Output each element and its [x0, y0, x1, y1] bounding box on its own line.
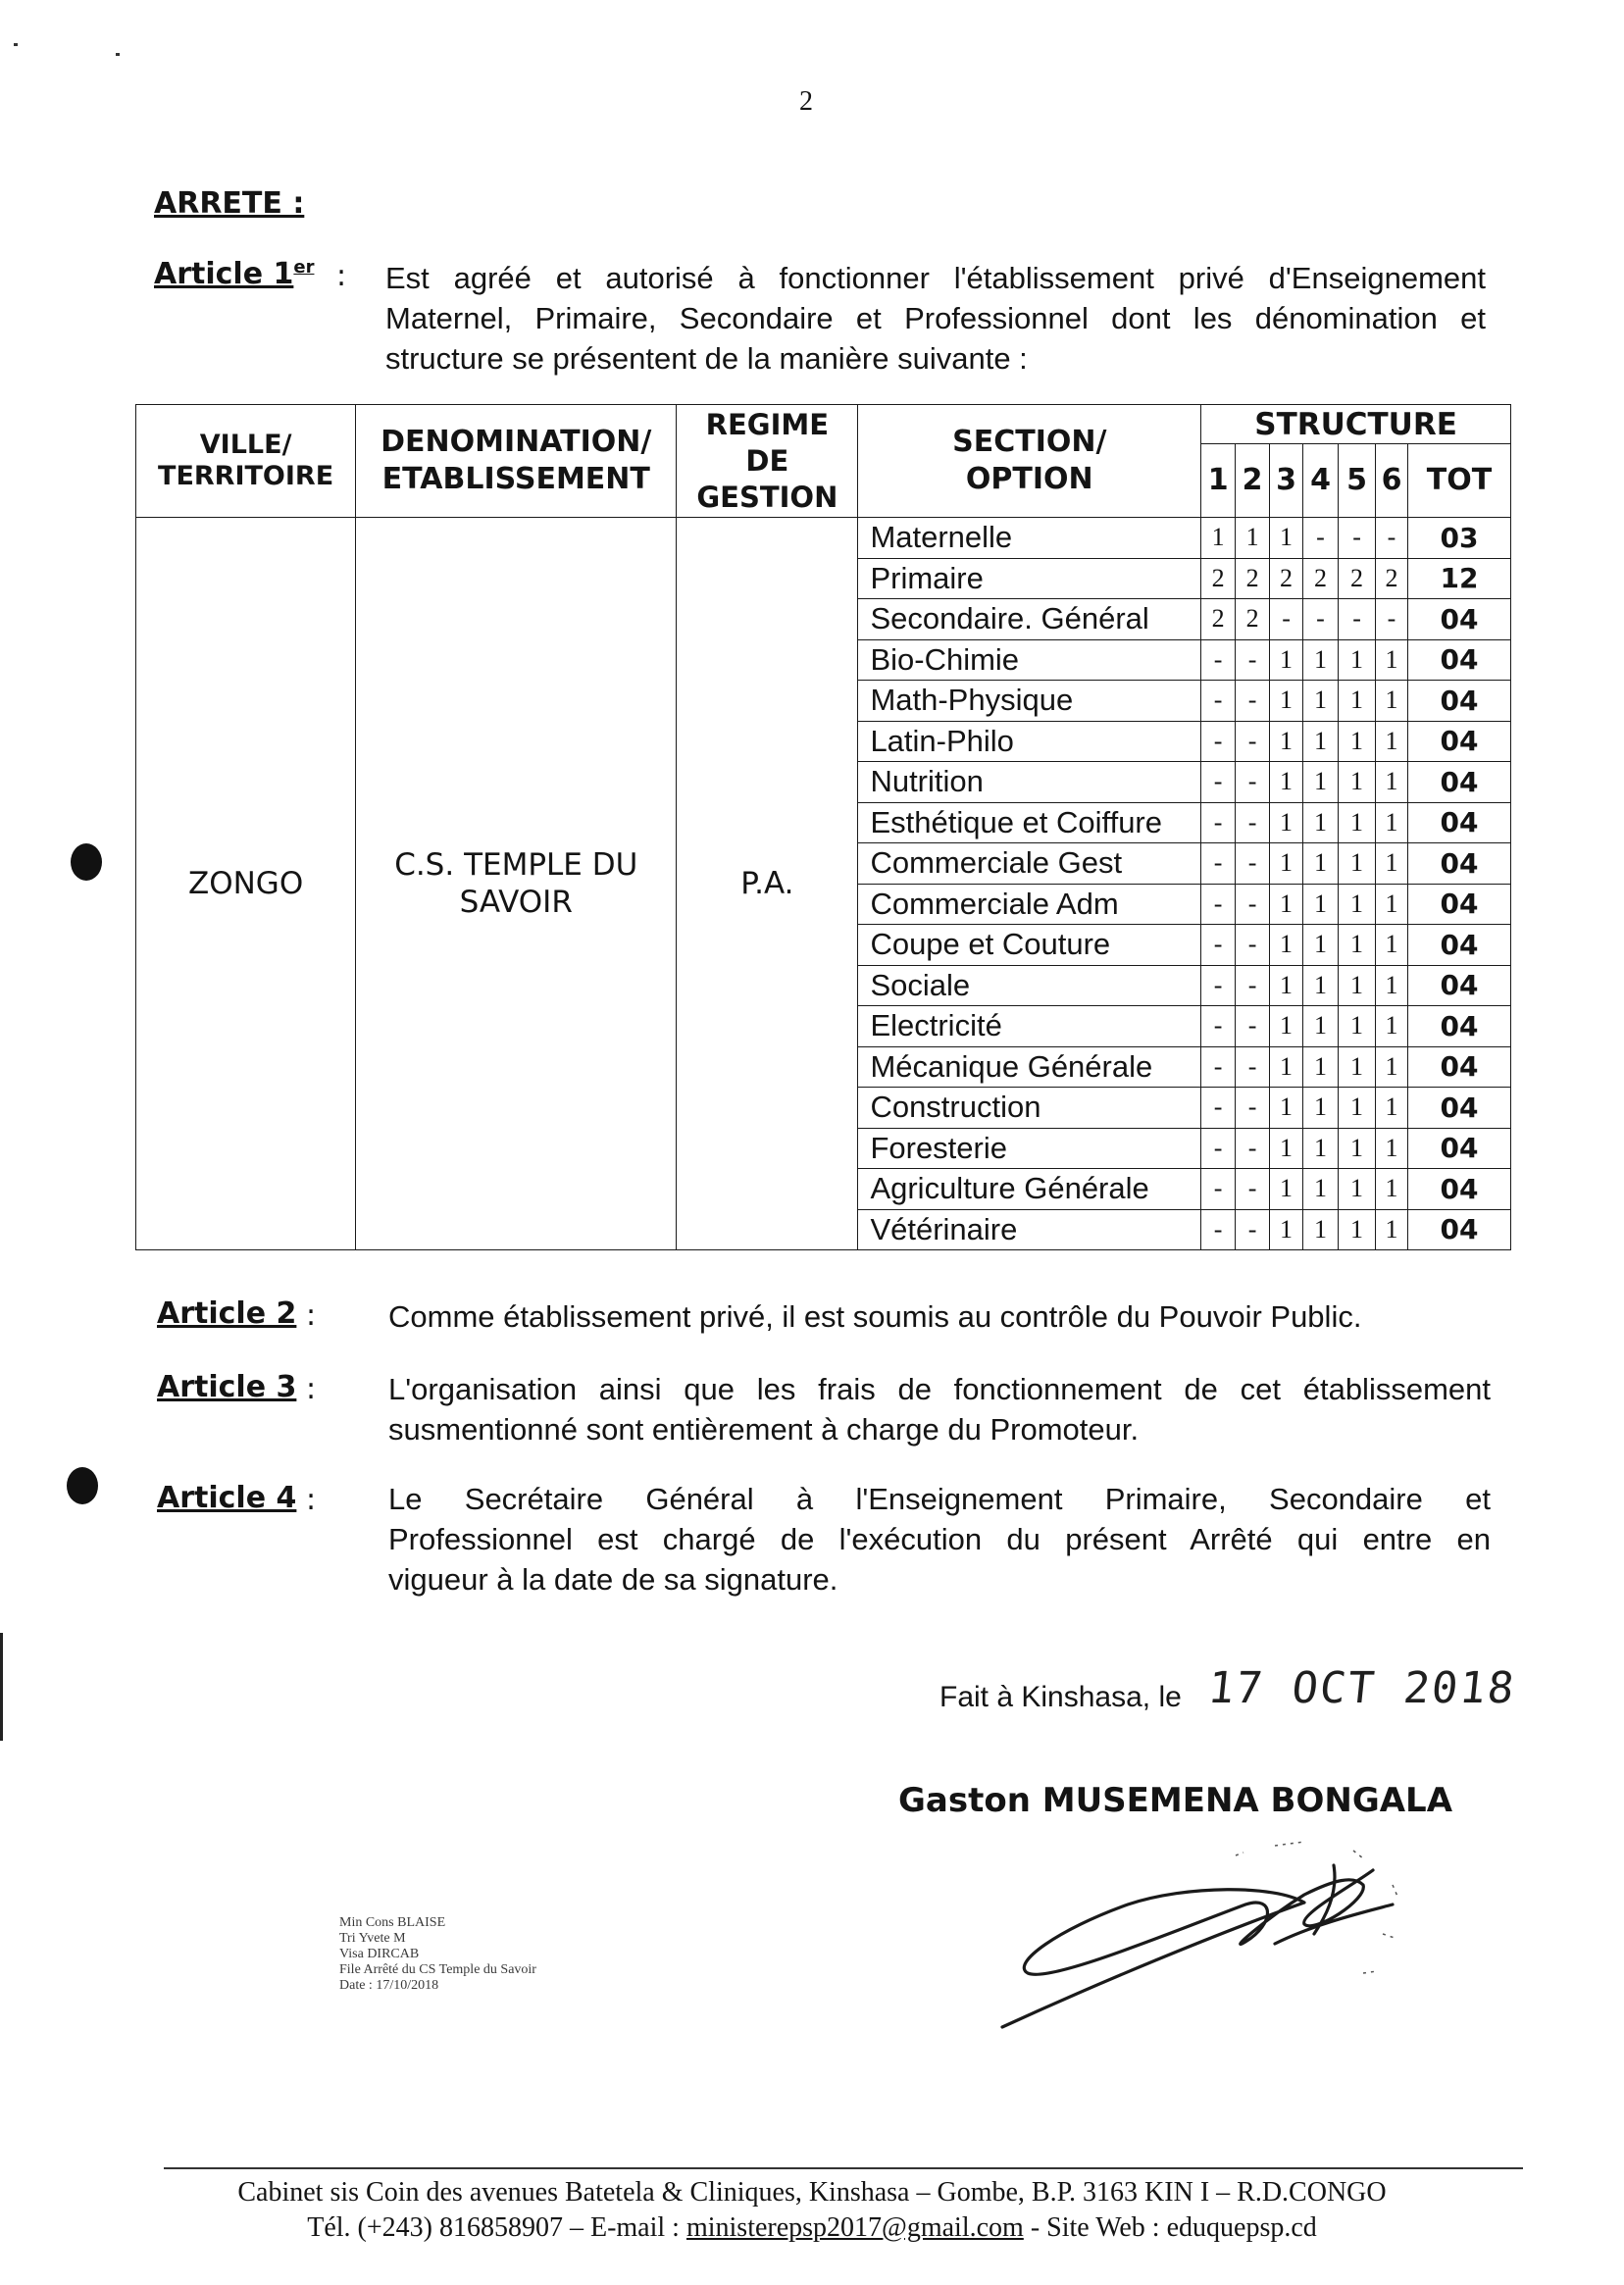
denomination-cell-text: C.S. TEMPLE DU — [394, 847, 638, 883]
year-3-cell: 1 — [1270, 884, 1303, 925]
section-cell: Maternelle — [858, 518, 1201, 559]
header-total: TOT — [1407, 444, 1510, 518]
year-4-cell: 1 — [1303, 721, 1339, 762]
header-regime-l1: REGIME — [705, 407, 830, 441]
signatory-name: Gaston MUSEMENA BONGALA — [898, 1781, 1453, 1820]
reference-block — [339, 1915, 536, 1994]
section-cell: Nutrition — [858, 762, 1201, 803]
header-ville-l2: TERRITOIRE — [158, 461, 334, 491]
header-regime-l3: GESTION — [696, 480, 838, 514]
total-cell: 04 — [1407, 762, 1510, 803]
reference-line: Tri Yvete M — [339, 1931, 406, 1946]
year-4-cell: 1 — [1303, 1169, 1339, 1210]
regime-cell-text: P.A. — [740, 866, 794, 901]
header-year-4: 4 — [1303, 444, 1339, 518]
year-4-cell: 1 — [1303, 802, 1339, 843]
header-regime-l2: DE — [745, 443, 789, 478]
year-6-cell: - — [1376, 599, 1408, 640]
denomination-cell-text: SAVOIR — [459, 885, 573, 920]
article-4-line: vigueur à la date de sa signature. — [388, 1562, 838, 1597]
year-4-cell: 1 — [1303, 965, 1339, 1006]
year-4-cell: - — [1303, 599, 1339, 640]
date-stamp: 17 OCT 2018 — [1205, 1663, 1519, 1713]
year-5-cell: 1 — [1339, 762, 1376, 803]
punch-hole — [67, 1467, 98, 1504]
signature-graphic — [981, 1826, 1510, 2052]
year-5-cell: 1 — [1339, 681, 1376, 722]
year-5-cell: 1 — [1339, 1006, 1376, 1047]
article-4-colon: : — [306, 1483, 317, 1517]
header-denom-l1: DENOMINATION/ — [381, 425, 652, 459]
article-1-text — [385, 258, 1486, 379]
header-year-5: 5 — [1339, 444, 1376, 518]
year-4-cell: 1 — [1303, 681, 1339, 722]
header-section-l2: OPTION — [965, 462, 1093, 496]
footer-address: Cabinet sis Coin des avenues Batetela & Cliniques, Kinshasa – Gombe, B.P. 3163 KIN I – R.D.CONGO — [237, 2177, 1387, 2208]
year-3-cell: 1 — [1270, 762, 1303, 803]
year-6-cell: 1 — [1376, 1046, 1408, 1088]
section-cell: Electricité — [858, 1006, 1201, 1047]
section-cell: Coupe et Couture — [858, 925, 1201, 966]
section-cell: Commerciale Gest — [858, 843, 1201, 885]
year-4-cell: 1 — [1303, 762, 1339, 803]
year-4-cell: 1 — [1303, 639, 1339, 681]
year-4-cell: - — [1303, 518, 1339, 559]
year-5-cell: 1 — [1339, 843, 1376, 885]
year-3-cell: 1 — [1270, 518, 1303, 559]
year-1-cell: - — [1201, 1209, 1236, 1250]
section-cell: Agriculture Générale — [858, 1169, 1201, 1210]
year-1-cell: - — [1201, 802, 1236, 843]
footer-email-link[interactable]: ministerepsp2017@gmail.com — [685, 2212, 1024, 2243]
year-1-cell: - — [1201, 681, 1236, 722]
year-1-cell: - — [1201, 843, 1236, 885]
year-2-cell: - — [1236, 762, 1270, 803]
year-5-cell: 1 — [1339, 802, 1376, 843]
total-cell: 04 — [1407, 639, 1510, 681]
article-3-colon: : — [306, 1372, 317, 1406]
article-2-line: Comme établissement privé, il est soumis au contrôle du Pouvoir Public. — [388, 1299, 1362, 1334]
section-cell: Construction — [858, 1088, 1201, 1129]
year-3-cell: 1 — [1270, 681, 1303, 722]
year-2-cell: - — [1236, 1046, 1270, 1088]
ville-cell — [136, 518, 356, 1250]
year-5-cell: 1 — [1339, 639, 1376, 681]
year-1-cell: - — [1201, 1088, 1236, 1129]
year-5-cell: 1 — [1339, 965, 1376, 1006]
article-2-colon: : — [306, 1298, 317, 1333]
article-1-colon: : — [336, 259, 347, 293]
total-cell: 12 — [1407, 558, 1510, 599]
year-2-cell: - — [1236, 1209, 1270, 1250]
margin-mark — [0, 1633, 3, 1741]
year-3-cell: 2 — [1270, 558, 1303, 599]
footer-contact — [0, 2212, 1624, 2244]
year-2-cell: - — [1236, 1128, 1270, 1169]
section-cell: Sociale — [858, 965, 1201, 1006]
total-cell: 04 — [1407, 1006, 1510, 1047]
year-2-cell: - — [1236, 1006, 1270, 1047]
year-6-cell: 2 — [1376, 558, 1408, 599]
year-5-cell: - — [1339, 599, 1376, 640]
article-3-label-text: Article 3 — [157, 1370, 297, 1404]
total-cell: 04 — [1407, 965, 1510, 1006]
year-6-cell: 1 — [1376, 721, 1408, 762]
total-cell: 04 — [1407, 1046, 1510, 1088]
reference-line: Visa DIRCAB — [339, 1947, 420, 1961]
reference-line: Min Cons BLAISE — [339, 1915, 446, 1930]
section-cell: Math-Physique — [858, 681, 1201, 722]
total-cell: 04 — [1407, 681, 1510, 722]
year-1-cell: - — [1201, 721, 1236, 762]
article-2-label-text: Article 2 — [157, 1296, 297, 1331]
section-cell: Secondaire. Général — [858, 599, 1201, 640]
section-cell: Latin-Philo — [858, 721, 1201, 762]
year-6-cell: 1 — [1376, 1209, 1408, 1250]
year-5-cell: 1 — [1339, 1046, 1376, 1088]
header-denom-l2: ETABLISSEMENT — [381, 462, 650, 496]
total-cell: 04 — [1407, 802, 1510, 843]
year-6-cell: 1 — [1376, 1128, 1408, 1169]
year-3-cell: 1 — [1270, 1046, 1303, 1088]
year-6-cell: 1 — [1376, 1088, 1408, 1129]
year-3-cell: 1 — [1270, 843, 1303, 885]
total-cell: 04 — [1407, 1128, 1510, 1169]
punch-hole — [71, 843, 102, 881]
article-1-label-sup: er — [293, 257, 315, 278]
section-cell: Foresterie — [858, 1128, 1201, 1169]
section-cell: Bio-Chimie — [858, 639, 1201, 681]
reference-line: Date : 17/10/2018 — [339, 1978, 439, 1993]
year-1-cell: - — [1201, 1128, 1236, 1169]
section-cell: Commerciale Adm — [858, 884, 1201, 925]
year-2-cell: 2 — [1236, 599, 1270, 640]
year-6-cell: 1 — [1376, 639, 1408, 681]
year-5-cell: 1 — [1339, 1088, 1376, 1129]
scan-speck — [116, 53, 120, 56]
article-4-text — [388, 1479, 1491, 1600]
article-2-label — [157, 1296, 296, 1331]
regime-cell — [677, 518, 858, 1250]
year-3-cell: 1 — [1270, 1006, 1303, 1047]
year-3-cell: 1 — [1270, 1209, 1303, 1250]
year-4-cell: 1 — [1303, 884, 1339, 925]
header-year-3: 3 — [1270, 444, 1303, 518]
year-3-cell: 1 — [1270, 639, 1303, 681]
year-2-cell: - — [1236, 721, 1270, 762]
section-cell: Primaire — [858, 558, 1201, 599]
total-cell: 04 — [1407, 599, 1510, 640]
article-1-line: Maternel, Primaire, Secondaire et Professionnel dont les dénomination et — [385, 301, 1486, 335]
year-2-cell: - — [1236, 1088, 1270, 1129]
header-denomination — [356, 405, 677, 518]
table-row — [136, 518, 1511, 559]
year-2-cell: - — [1236, 1169, 1270, 1210]
year-5-cell: 1 — [1339, 721, 1376, 762]
year-1-cell: - — [1201, 1169, 1236, 1210]
year-1-cell: - — [1201, 762, 1236, 803]
year-1-cell: - — [1201, 884, 1236, 925]
place-date: Fait à Kinshasa, le — [939, 1681, 1182, 1713]
year-4-cell: 1 — [1303, 1209, 1339, 1250]
year-2-cell: - — [1236, 681, 1270, 722]
year-5-cell: - — [1339, 518, 1376, 559]
year-2-cell: - — [1236, 925, 1270, 966]
year-2-cell: - — [1236, 802, 1270, 843]
year-6-cell: - — [1376, 518, 1408, 559]
scan-speck — [14, 43, 18, 46]
arrete-heading: ARRETE : — [154, 186, 305, 221]
year-3-cell: 1 — [1270, 965, 1303, 1006]
header-ville — [136, 405, 356, 518]
article-1-line: structure se présentent de la manière suivante : — [385, 341, 1028, 376]
ville-cell-text: ZONGO — [187, 866, 304, 901]
year-6-cell: 1 — [1376, 762, 1408, 803]
year-4-cell: 1 — [1303, 1006, 1339, 1047]
year-6-cell: 1 — [1376, 1169, 1408, 1210]
article-4-line: Le Secrétaire Général à l'Enseignement Primaire, Secondaire et — [388, 1482, 1491, 1516]
year-4-cell: 1 — [1303, 925, 1339, 966]
total-cell: 04 — [1407, 1209, 1510, 1250]
header-structure: STRUCTURE — [1201, 405, 1511, 444]
header-year-2: 2 — [1236, 444, 1270, 518]
total-cell: 04 — [1407, 843, 1510, 885]
header-section — [858, 405, 1201, 518]
article-3-text — [388, 1369, 1491, 1449]
year-6-cell: 1 — [1376, 1006, 1408, 1047]
year-1-cell: - — [1201, 925, 1236, 966]
article-1-label-text: Article 1 — [154, 257, 294, 291]
year-4-cell: 2 — [1303, 558, 1339, 599]
header-regime — [677, 405, 858, 518]
year-3-cell: - — [1270, 599, 1303, 640]
year-4-cell: 1 — [1303, 1128, 1339, 1169]
year-1-cell: 2 — [1201, 599, 1236, 640]
year-1-cell: - — [1201, 965, 1236, 1006]
year-2-cell: - — [1236, 843, 1270, 885]
year-5-cell: 1 — [1339, 1209, 1376, 1250]
year-3-cell: 1 — [1270, 721, 1303, 762]
year-5-cell: 1 — [1339, 884, 1376, 925]
footer-tel: Tél. (+243) 816858907 – E-mail : — [307, 2212, 686, 2243]
footer-site: - Site Web : eduquepsp.cd — [1023, 2212, 1317, 2243]
year-4-cell: 1 — [1303, 1088, 1339, 1129]
article-3-line: L'organisation ainsi que les frais de fonctionnement de cet établissement — [388, 1372, 1491, 1406]
total-cell: 04 — [1407, 1169, 1510, 1210]
article-4-line: Professionnel est chargé de l'exécution du présent Arrêté qui entre en — [388, 1522, 1491, 1556]
year-1-cell: - — [1201, 1006, 1236, 1047]
year-1-cell: - — [1201, 639, 1236, 681]
year-3-cell: 1 — [1270, 1169, 1303, 1210]
header-section-l1: SECTION/ — [952, 425, 1107, 459]
total-cell: 04 — [1407, 884, 1510, 925]
year-4-cell: 1 — [1303, 1046, 1339, 1088]
article-3-label — [157, 1370, 296, 1404]
section-cell: Vétérinaire — [858, 1209, 1201, 1250]
article-4-label — [157, 1481, 296, 1515]
article-4-label-text: Article 4 — [157, 1481, 297, 1515]
year-2-cell: - — [1236, 884, 1270, 925]
year-3-cell: 1 — [1270, 1128, 1303, 1169]
section-cell: Mécanique Générale — [858, 1046, 1201, 1088]
year-2-cell: - — [1236, 639, 1270, 681]
year-3-cell: 1 — [1270, 802, 1303, 843]
header-year-6: 6 — [1376, 444, 1408, 518]
footer-rule — [164, 2167, 1523, 2169]
year-6-cell: 1 — [1376, 925, 1408, 966]
denomination-cell — [356, 518, 677, 1250]
year-6-cell: 1 — [1376, 884, 1408, 925]
year-6-cell: 1 — [1376, 681, 1408, 722]
article-3-line: susmentionné sont entièrement à charge du Promoteur. — [388, 1412, 1140, 1447]
article-1-label — [154, 257, 314, 291]
table-body — [136, 518, 1511, 1250]
year-1-cell: 1 — [1201, 518, 1236, 559]
year-6-cell: 1 — [1376, 843, 1408, 885]
header-year-1: 1 — [1201, 444, 1236, 518]
year-5-cell: 1 — [1339, 1169, 1376, 1210]
header-ville-l1: VILLE/ — [199, 430, 292, 460]
year-2-cell: 1 — [1236, 518, 1270, 559]
year-6-cell: 1 — [1376, 965, 1408, 1006]
total-cell: 03 — [1407, 518, 1510, 559]
article-2-text — [388, 1296, 1491, 1337]
year-5-cell: 1 — [1339, 1128, 1376, 1169]
year-3-cell: 1 — [1270, 925, 1303, 966]
year-2-cell: - — [1236, 965, 1270, 1006]
article-1-line: Est agréé et autorisé à fonctionner l'établissement privé d'Enseignement — [385, 261, 1486, 295]
year-6-cell: 1 — [1376, 802, 1408, 843]
total-cell: 04 — [1407, 925, 1510, 966]
total-cell: 04 — [1407, 1088, 1510, 1129]
year-2-cell: 2 — [1236, 558, 1270, 599]
year-3-cell: 1 — [1270, 1088, 1303, 1129]
year-1-cell: - — [1201, 1046, 1236, 1088]
year-5-cell: 1 — [1339, 925, 1376, 966]
total-cell: 04 — [1407, 721, 1510, 762]
year-4-cell: 1 — [1303, 843, 1339, 885]
reference-line: File Arrêté du CS Temple du Savoir — [339, 1962, 536, 1977]
section-cell: Esthétique et Coiffure — [858, 802, 1201, 843]
structure-table — [135, 404, 1511, 1250]
year-1-cell: 2 — [1201, 558, 1236, 599]
page-number: 2 — [799, 86, 813, 117]
year-5-cell: 2 — [1339, 558, 1376, 599]
